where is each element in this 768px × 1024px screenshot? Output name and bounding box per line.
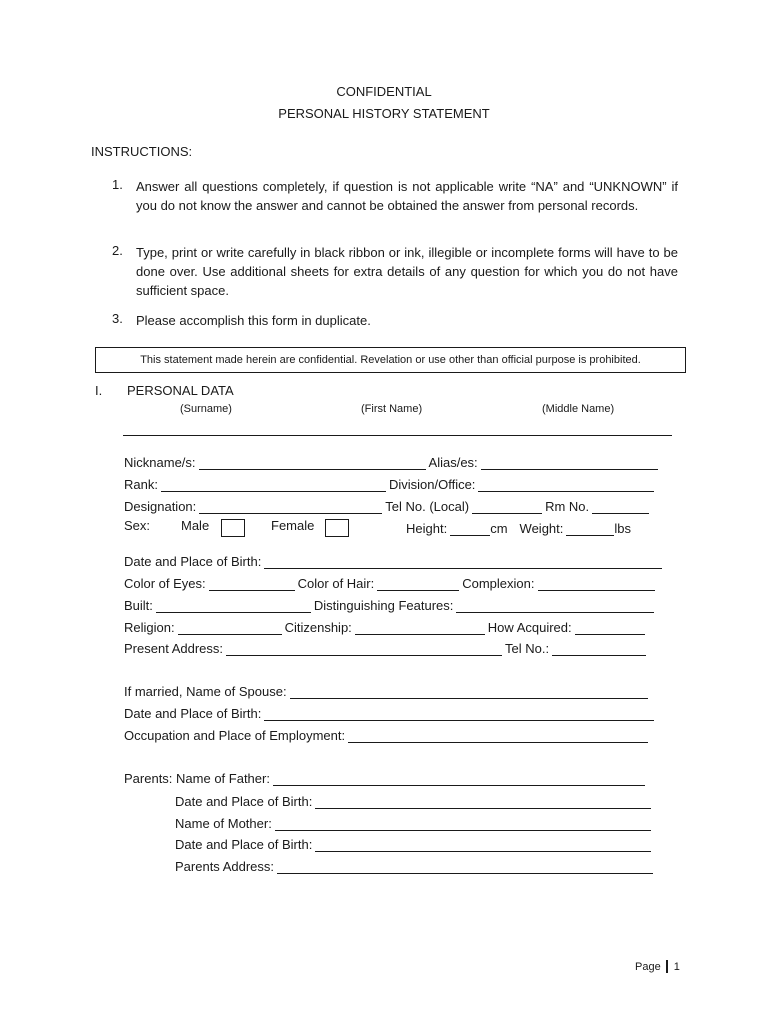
dob-field[interactable] [264, 554, 662, 569]
dob-label: Date and Place of Birth: [124, 554, 262, 569]
instruction-text: Please accomplish this form in duplicate. [136, 313, 371, 328]
notice-text: This statement made herein are confidential. Revelation or use other than official purpose is prohibited. [140, 354, 641, 366]
division-label: Division/Office: [388, 477, 476, 492]
citizenship-label: Citizenship: [284, 620, 352, 635]
rank-label: Rank: [124, 477, 158, 492]
female-label: Female [271, 518, 315, 533]
tel-no-field[interactable] [552, 641, 646, 656]
father-field[interactable] [273, 771, 645, 786]
complexion-field[interactable] [538, 576, 655, 591]
female-checkbox[interactable] [325, 519, 349, 537]
middle-name-header: (Middle Name) [542, 403, 615, 415]
mother-row [175, 813, 654, 831]
spouse-dob-label: Date and Place of Birth: [124, 706, 262, 721]
nickname-row [124, 452, 661, 470]
citizenship-field[interactable] [355, 620, 485, 635]
rm-no-field[interactable] [592, 499, 649, 514]
mother-label: Name of Mother: [175, 816, 272, 831]
dob-row [124, 551, 665, 569]
present-address-field[interactable] [226, 641, 502, 656]
parents-address-label: Parents Address: [175, 859, 274, 874]
how-acquired-field[interactable] [575, 620, 645, 635]
instruction-item-1 [112, 177, 678, 215]
alias-label: Alias/es: [428, 455, 478, 470]
document-subtitle: PERSONAL HISTORY STATEMENT [278, 106, 490, 121]
mother-field[interactable] [275, 816, 651, 831]
male-checkbox[interactable] [221, 519, 245, 537]
instruction-number: 2. [112, 243, 123, 258]
address-row [124, 638, 649, 656]
first-name-header: (First Name) [361, 403, 423, 415]
lbs-unit: lbs [614, 521, 632, 536]
religion-row [124, 617, 648, 635]
height-field[interactable] [450, 521, 490, 536]
nickname-field[interactable] [199, 455, 426, 470]
how-acquired-label: How Acquired: [487, 620, 572, 635]
instruction-text: Answer all questions completely, if question is not applicable write “NA” and “UNKNOWN” if you do not know the answer and cannot be obtained the answer from personal records. [136, 179, 678, 213]
rm-no-label: Rm No. [545, 499, 590, 514]
division-field[interactable] [478, 477, 654, 492]
surname-header: (Surname) [180, 403, 232, 415]
instruction-text: Type, print or write carefully in black ribbon or ink, illegible or incomplete forms will have to be done over. Use additional sheets for extra details of any question for which you do not have sufficient space. [136, 245, 678, 298]
religion-field[interactable] [178, 620, 282, 635]
tel-local-field[interactable] [472, 499, 542, 514]
built-label: Built: [124, 598, 153, 613]
rank-row [124, 474, 657, 492]
distinguishing-features-label: Distinguishing Features: [313, 598, 454, 613]
eyes-field[interactable] [209, 576, 295, 591]
father-row [124, 768, 648, 786]
document-title: CONFIDENTIAL [336, 84, 432, 99]
father-dob-label: Date and Place of Birth: [175, 794, 313, 809]
parents-address-field[interactable] [277, 859, 653, 874]
cm-unit: cm [490, 521, 508, 536]
confidentiality-notice [95, 347, 686, 373]
page-divider [666, 960, 668, 973]
father-dob-field[interactable] [315, 794, 651, 809]
tel-no-label: Tel No.: [505, 641, 550, 656]
parents-address-row [175, 856, 656, 874]
father-dob-row [175, 791, 654, 809]
built-field[interactable] [156, 598, 311, 613]
nickname-label: Nickname/s: [124, 455, 196, 470]
religion-label: Religion: [124, 620, 175, 635]
instruction-number: 3. [112, 311, 123, 326]
designation-field[interactable] [199, 499, 382, 514]
sex-label: Sex: [124, 518, 151, 533]
spouse-row [124, 681, 651, 699]
spouse-label: If married, Name of Spouse: [124, 684, 287, 699]
tel-local-label: Tel No. (Local) [385, 499, 470, 514]
mother-dob-row [175, 834, 654, 852]
hair-field[interactable] [377, 576, 459, 591]
page-footer [635, 960, 680, 973]
full-name-field[interactable] [123, 421, 672, 436]
father-label: Parents: Name of Father: [124, 771, 270, 786]
spouse-dob-field[interactable] [264, 706, 654, 721]
weight-label: Weight: [519, 521, 564, 536]
rank-field[interactable] [161, 477, 386, 492]
section-numeral: I. [95, 383, 103, 398]
instruction-number: 1. [112, 177, 123, 192]
alias-field[interactable] [481, 455, 658, 470]
spouse-field[interactable] [290, 684, 648, 699]
designation-row [124, 496, 652, 514]
hair-label: Color of Hair: [297, 576, 375, 591]
complexion-label: Complexion: [462, 576, 535, 591]
occupation-field[interactable] [348, 728, 648, 743]
page-number: 1 [673, 960, 680, 973]
male-label: Male [181, 518, 210, 533]
height-weight-row [406, 518, 631, 536]
features-color-row [124, 573, 658, 591]
instructions-heading: INSTRUCTIONS: [91, 144, 193, 159]
page-label: Page [635, 960, 661, 973]
weight-field[interactable] [566, 521, 614, 536]
instruction-item-2 [112, 243, 678, 300]
height-label: Height: [406, 521, 448, 536]
eyes-label: Color of Eyes: [124, 576, 206, 591]
occupation-label: Occupation and Place of Employment: [124, 728, 346, 743]
spouse-dob-row [124, 703, 657, 721]
present-address-label: Present Address: [124, 641, 223, 656]
section-title: PERSONAL DATA [127, 383, 234, 398]
occupation-row [124, 725, 651, 743]
distinguishing-features-field[interactable] [456, 598, 654, 613]
mother-dob-field[interactable] [315, 837, 651, 852]
mother-dob-label: Date and Place of Birth: [175, 837, 313, 852]
instruction-item-3 [112, 311, 678, 330]
built-row [124, 595, 657, 613]
designation-label: Designation: [124, 499, 197, 514]
